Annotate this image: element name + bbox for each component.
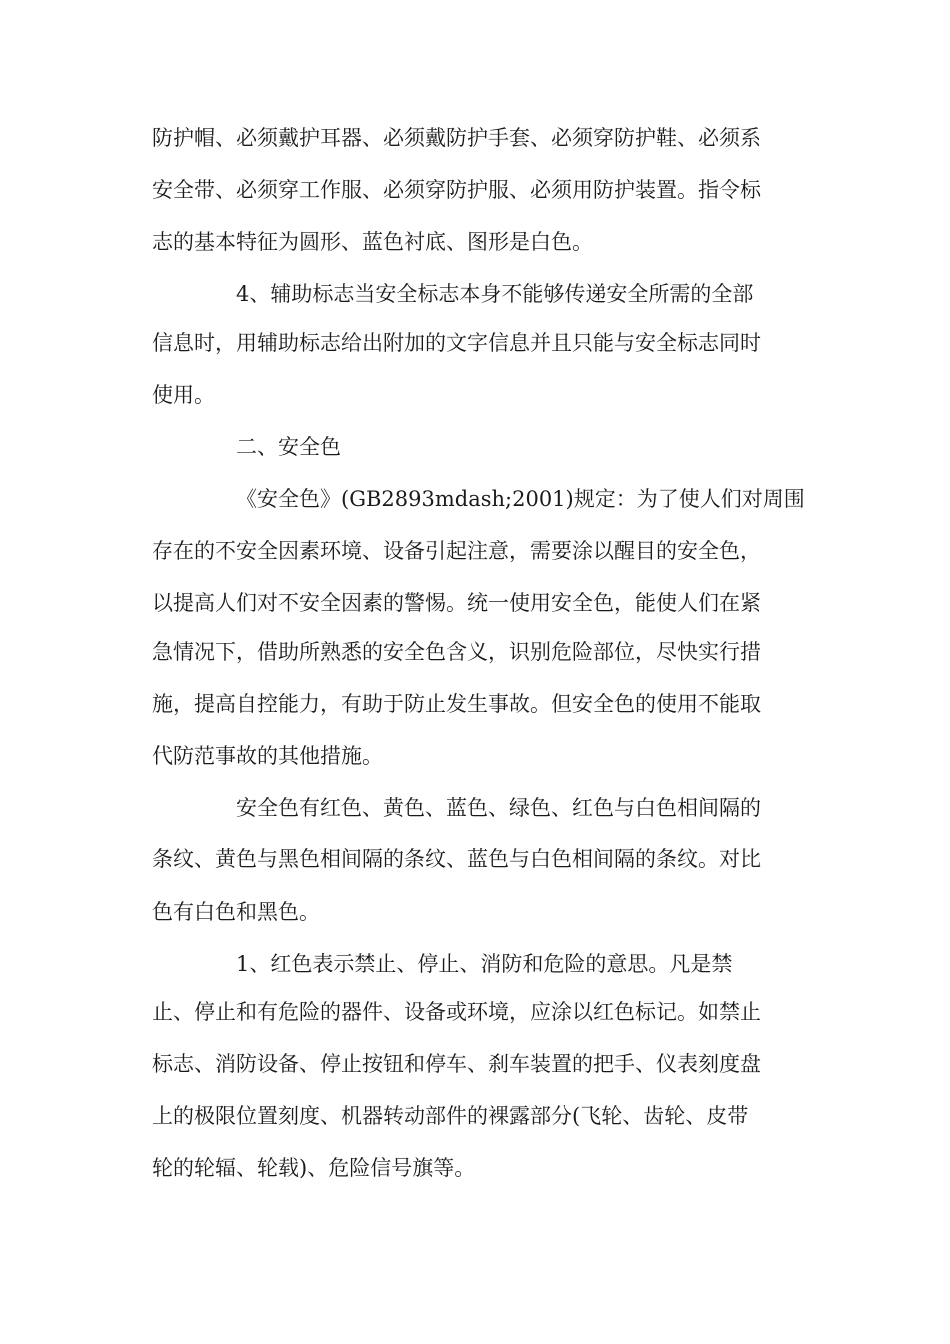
text-line: 止、停止和有危险的器件、设备或环境，应涂以红色标记。如禁止 — [152, 1000, 761, 1024]
paragraph-start-line: 1、红色表示禁止、停止、消防和危险的意思。凡是禁 — [236, 952, 733, 976]
text-line: 急情况下，借助所熟悉的安全色含义，识别危险部位，尽快实行措 — [152, 640, 761, 664]
text-line: 施，提高自控能力，有助于防止发生事故。但安全色的使用不能取 — [152, 692, 761, 716]
text-line: 代防范事故的其他措施。 — [152, 744, 383, 768]
text-line: 信息时，用辅助标志给出附加的文字信息并且只能与安全标志同时 — [152, 331, 761, 355]
paragraph-start-line: 4、辅助标志当安全标志本身不能够传递安全所需的全部 — [236, 282, 754, 306]
section-heading: 二、安全色 — [236, 435, 341, 459]
text-line: 以提高人们对不安全因素的警惕。统一使用安全色，能使人们在紧 — [152, 591, 761, 615]
text-line: 上的极限位置刻度、机器转动部件的裸露部分(飞轮、齿轮、皮带 — [152, 1104, 749, 1128]
text-line: 志的基本特征为圆形、蓝色衬底、图形是白色。 — [152, 230, 593, 254]
text-line: 色有白色和黑色。 — [152, 900, 320, 924]
text-line: 轮的轮辐、轮载)、危险信号旗等。 — [152, 1156, 476, 1180]
paragraph-start-line: 《安全色》(GB2893mdash;2001)规定：为了使人们对周围 — [236, 487, 805, 511]
text-line: 存在的不安全因素环境、设备引起注意，需要涂以醒目的安全色， — [152, 539, 761, 563]
text-line: 条纹、黄色与黑色相间隔的条纹、蓝色与白色相间隔的条纹。对比 — [152, 847, 761, 871]
text-line: 防护帽、必须戴护耳器、必须戴防护手套、必须穿防护鞋、必须系 — [152, 126, 761, 150]
text-line: 使用。 — [152, 383, 215, 407]
text-line: 安全带、必须穿工作服、必须穿防护服、必须用防护装置。指令标 — [152, 178, 761, 202]
paragraph-start-line: 安全色有红色、黄色、蓝色、绿色、红色与白色相间隔的 — [236, 796, 761, 820]
text-line: 标志、消防设备、停止按钮和停车、刹车装置的把手、仪表刻度盘 — [152, 1052, 761, 1076]
